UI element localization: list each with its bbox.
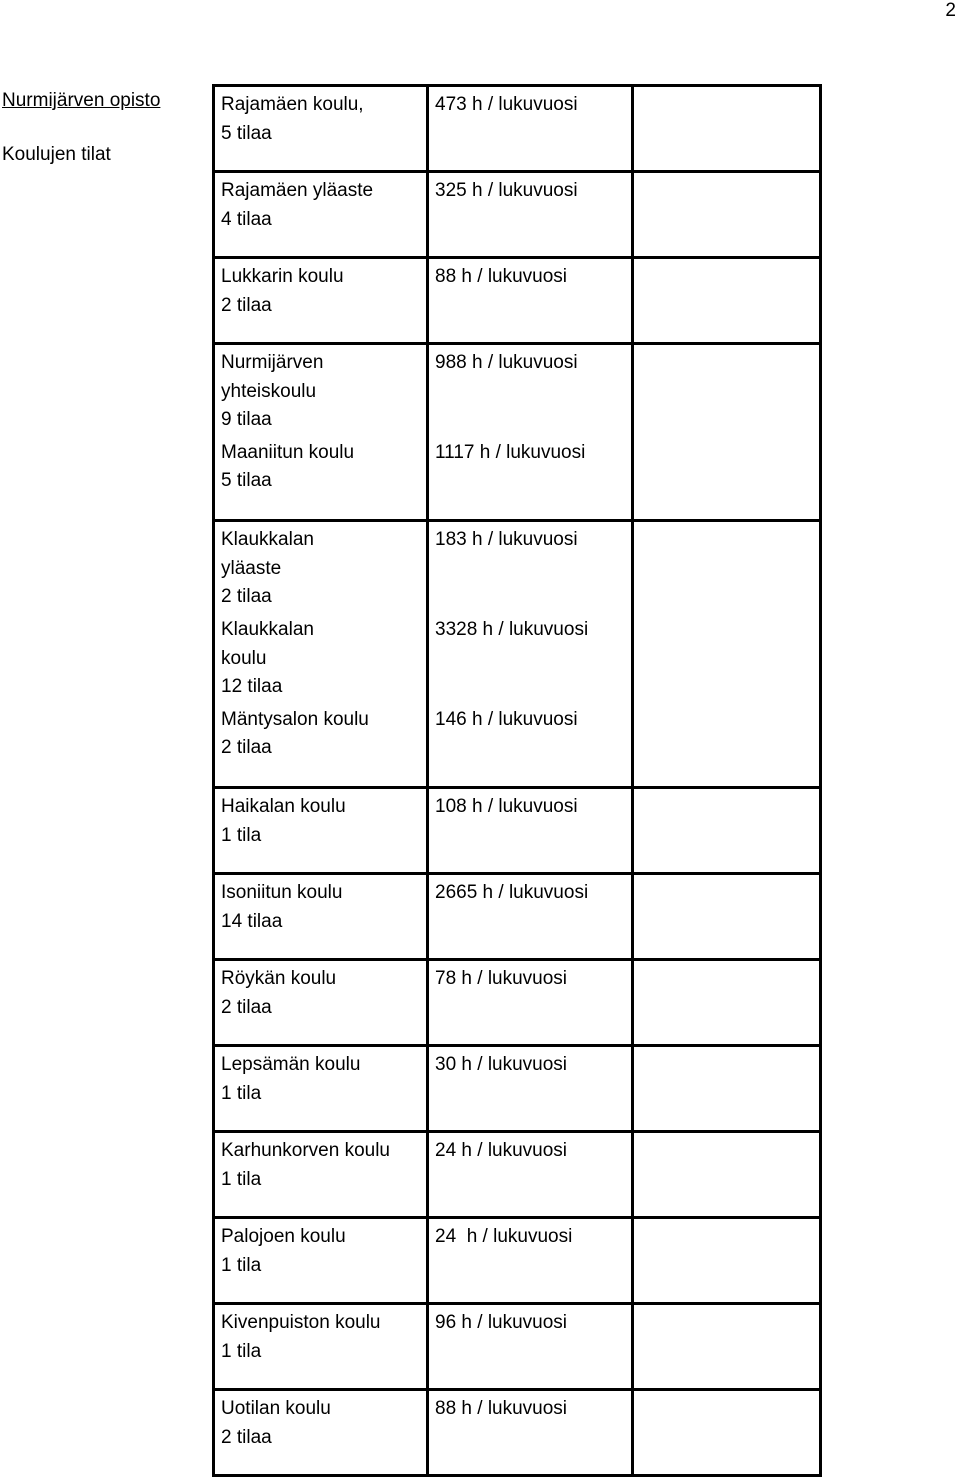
hours-cell (428, 702, 633, 788)
school-name: Palojoen koulu (221, 1226, 346, 1248)
table-row (214, 702, 821, 788)
hours-value: 24 h / lukuvuosi (435, 1140, 568, 1162)
school-cell (214, 435, 428, 521)
school-cell (214, 788, 428, 874)
school-cell (214, 344, 428, 435)
room-count: 1 tila (221, 1340, 262, 1362)
school-name: Klaukkalan (221, 619, 314, 641)
school-name: Kivenpuiston koulu (221, 1312, 381, 1334)
school-cell (214, 1390, 428, 1476)
school-name: Mäntysalon koulu (221, 708, 369, 730)
school-cell (214, 1304, 428, 1390)
section-subtitle: Koulujen tilat (2, 144, 111, 165)
empty-cell (633, 521, 821, 612)
room-count: 4 tilaa (221, 208, 272, 230)
hours-value: 88 h / lukuvuosi (435, 1398, 568, 1420)
table-row (214, 86, 821, 172)
empty-cell (633, 1304, 821, 1390)
table-row (214, 1390, 821, 1476)
table-row (214, 344, 821, 435)
school-cell (214, 86, 428, 172)
empty-cell (633, 172, 821, 258)
school-name: Klaukkalan (221, 529, 314, 551)
room-count: 1 tila (221, 1082, 262, 1104)
hours-cell (428, 344, 633, 435)
school-name: Karhunkorven koulu (221, 1140, 390, 1162)
empty-cell (633, 258, 821, 344)
table-row (214, 1304, 821, 1390)
empty-cell (633, 344, 821, 435)
empty-cell (633, 874, 821, 960)
school-name: Uotilan koulu (221, 1398, 331, 1420)
hours-cell (428, 612, 633, 702)
school-spaces-table (212, 84, 822, 1477)
hours-cell (428, 1304, 633, 1390)
table-row (214, 960, 821, 1046)
table-row (214, 788, 821, 874)
hours-cell (428, 521, 633, 612)
hours-cell (428, 1046, 633, 1132)
school-cell (214, 612, 428, 702)
room-count: 2 tilaa (221, 1426, 272, 1448)
school-cell (214, 172, 428, 258)
school-name: koulu (221, 647, 267, 669)
hours-value: 78 h / lukuvuosi (435, 968, 568, 990)
room-count: 2 tilaa (221, 294, 272, 316)
school-name: Maaniitun koulu (221, 441, 355, 463)
school-cell (214, 1218, 428, 1304)
school-name: Nurmijärven (221, 352, 324, 373)
hours-value: 146 h / lukuvuosi (435, 708, 578, 730)
school-name: Isoniitun koulu (221, 882, 343, 904)
school-name: Lepsämän koulu (221, 1054, 361, 1076)
hours-cell (428, 960, 633, 1046)
empty-cell (633, 702, 821, 788)
school-name: yhteiskoulu (221, 380, 317, 402)
room-count: 2 tilaa (221, 586, 272, 608)
hours-cell (428, 788, 633, 874)
school-cell (214, 1046, 428, 1132)
empty-cell (633, 86, 821, 172)
school-name: Rajamäen yläaste (221, 180, 374, 201)
table-row (214, 1046, 821, 1132)
hours-cell (428, 258, 633, 344)
hours-value: 96 h / lukuvuosi (435, 1312, 568, 1334)
hours-cell (428, 1218, 633, 1304)
hours-value: 24 h / lukuvuosi (435, 1226, 573, 1248)
room-count: 5 tilaa (221, 122, 272, 144)
room-count: 5 tilaa (221, 470, 272, 492)
school-cell (214, 258, 428, 344)
hours-cell (428, 1390, 633, 1476)
empty-cell (633, 1390, 821, 1476)
hours-value: 183 h / lukuvuosi (435, 529, 578, 551)
room-count: 12 tilaa (221, 676, 283, 698)
empty-cell (633, 612, 821, 702)
hours-cell (428, 435, 633, 521)
room-count: 9 tilaa (221, 409, 272, 431)
hours-value: 88 h / lukuvuosi (435, 266, 568, 287)
school-cell (214, 1132, 428, 1218)
room-count: 2 tilaa (221, 737, 272, 759)
school-cell (214, 702, 428, 788)
school-name: Haikalan koulu (221, 796, 346, 818)
empty-cell (633, 1046, 821, 1132)
organization-link[interactable]: Nurmijärven opisto (2, 90, 161, 111)
empty-cell (633, 1132, 821, 1218)
hours-value: 988 h / lukuvuosi (435, 352, 578, 373)
table-row (214, 258, 821, 344)
table-row (214, 1132, 821, 1218)
empty-cell (633, 435, 821, 521)
school-cell (214, 960, 428, 1046)
page-number: 2 (945, 0, 956, 21)
table-row (214, 874, 821, 960)
table-row (214, 1218, 821, 1304)
school-name: Lukkarin koulu (221, 266, 344, 287)
hours-cell (428, 172, 633, 258)
hours-value: 473 h / lukuvuosi (435, 94, 578, 115)
table-row (214, 612, 821, 702)
school-cell (214, 521, 428, 612)
room-count: 14 tilaa (221, 910, 283, 932)
hours-cell (428, 86, 633, 172)
hours-value: 30 h / lukuvuosi (435, 1054, 568, 1076)
table-row (214, 435, 821, 521)
room-count: 1 tila (221, 1254, 262, 1276)
hours-value: 108 h / lukuvuosi (435, 796, 578, 818)
room-count: 1 tila (221, 824, 262, 846)
school-name: yläaste (221, 557, 282, 579)
hours-value: 325 h / lukuvuosi (435, 180, 578, 201)
school-name: Rajamäen koulu, (221, 94, 364, 115)
hours-cell (428, 874, 633, 960)
empty-cell (633, 788, 821, 874)
table-row (214, 172, 821, 258)
room-count: 1 tila (221, 1168, 262, 1190)
school-cell (214, 874, 428, 960)
table-row (214, 521, 821, 612)
school-name: Röykän koulu (221, 968, 337, 990)
empty-cell (633, 960, 821, 1046)
hours-value: 2665 h / lukuvuosi (435, 882, 589, 904)
room-count: 2 tilaa (221, 996, 272, 1018)
sidebar-heading (2, 90, 160, 166)
hours-value: 3328 h / lukuvuosi (435, 619, 589, 641)
hours-cell (428, 1132, 633, 1218)
empty-cell (633, 1218, 821, 1304)
hours-value: 1117 h / lukuvuosi (435, 441, 586, 463)
